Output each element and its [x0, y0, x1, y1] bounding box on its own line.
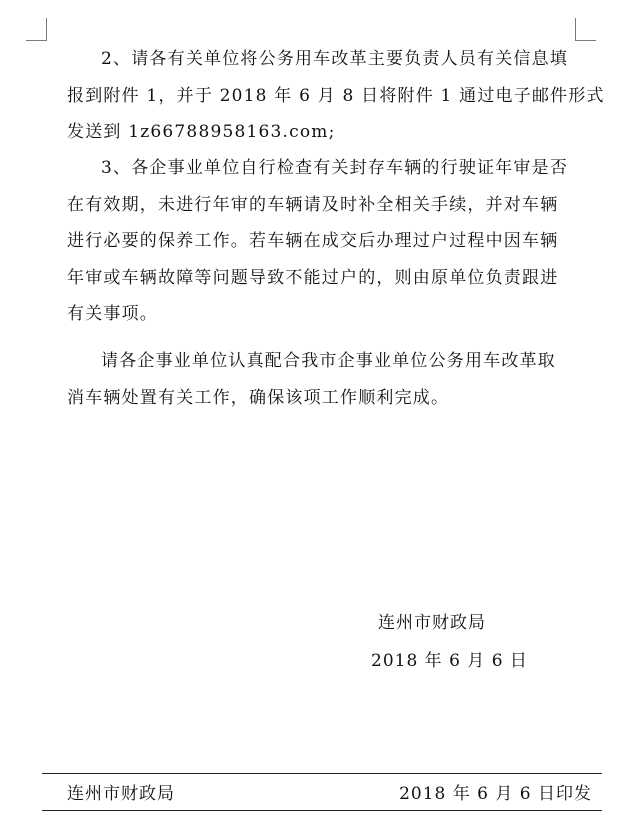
paragraph-line: 在有效期，未进行年审的车辆请及时补全相关手续，并对车辆	[67, 194, 559, 215]
footer-issuer: 连州市财政局	[67, 784, 175, 804]
footer-bottom-rule	[42, 810, 602, 811]
footer-top-rule	[42, 773, 602, 774]
crop-mark-top-left-horizontal	[26, 40, 47, 41]
crop-mark-top-right-horizontal	[575, 40, 596, 41]
paragraph-line: 报到附件 1，并于 2018 年 6 月 8 日将附件 1 通过电子邮件形式	[67, 85, 605, 106]
paragraph-line: 2、请各有关单位将公务用车改革主要负责人员有关信息填	[101, 49, 569, 69]
footer-issue-date: 2018 年 6 月 6 日印发	[399, 784, 592, 804]
crop-mark-top-right-vertical	[575, 18, 576, 40]
closing-paragraph	[67, 343, 575, 416]
paragraph-line: 3、各企事业单位自行检查有关封存车辆的行驶证年审是否	[101, 158, 569, 178]
paragraph-line: 有关事项。	[67, 304, 158, 324]
paragraph-3	[67, 150, 575, 333]
crop-mark-top-left-vertical	[46, 18, 47, 40]
paragraph-2	[67, 41, 605, 151]
paragraph-line: 请各企事业单位认真配合我市企事业单位公务用车改革取	[101, 351, 556, 371]
paragraph-line: 发送到 1z66788958163.com;	[67, 122, 336, 142]
paragraph-line: 消车辆处置有关工作，确保该项工作顺利完成。	[67, 387, 450, 408]
signature-date: 2018 年 6 月 6 日	[371, 651, 528, 671]
paragraph-line: 年审或车辆故障等问题导致不能过户的，则由原单位负责跟进	[67, 267, 559, 288]
signature-org: 连州市财政局	[378, 613, 486, 633]
paragraph-line: 进行必要的保养工作。若车辆在成交后办理过户过程中因车辆	[67, 231, 559, 251]
